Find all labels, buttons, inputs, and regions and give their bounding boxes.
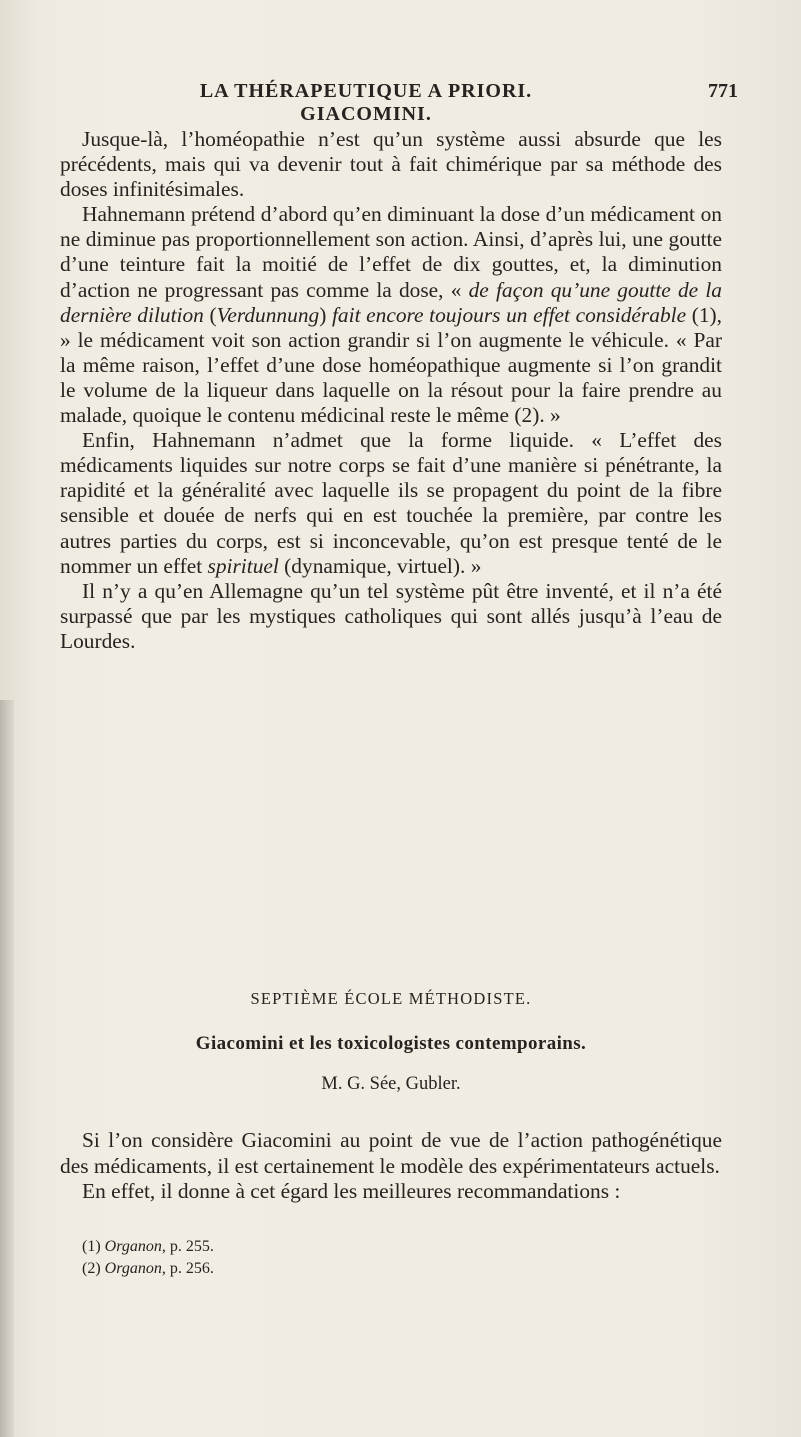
paragraph [60,428,722,579]
paragraph: Jusque-là, l’homéopathie n’est qu’un système aussi absurde que les précédents, mais qui va devenir tout à fait chimérique par sa méthode des doses infinitésimales. [60,127,722,202]
paragraph: Si l’on considère Giacomini au point de vue de l’action pathogénétique des médicaments, il est certainement le modèle des expérimentateurs actuels. [60,1128,722,1178]
italic-term: Verdunnung [216,302,320,327]
text-run: ( [203,302,217,327]
footnotes [82,1236,682,1280]
text-run: ) [319,302,332,327]
paragraph: En effet, il donne à cet égard les meilleures recommandations : [82,1179,621,1204]
footnote-source: Organon [104,1238,162,1255]
section-heading: SEPTIÈME ÉCOLE MÉTHODISTE. [250,989,532,1008]
footnote-number: (1) [82,1238,101,1255]
page-number: 771 [708,80,738,102]
footnote [82,1236,682,1258]
italic-quote: de façon qu’une goutte de la dernière dilution [60,277,722,327]
running-head: LA THÉRAPEUTIQUE A PRIORI. GIACOMINI. [199,80,533,125]
text-run: Enfin, Hahnemann n’admet que la forme liquide. « L’effet des médicaments liquides sur notre corps se fait d’une manière si pénétrante, la rapidité et la généralité avec laquelle ils se propagent du point de la fibre sensible et douée de nerfs qui en est touchée la première, par contre les autres parties du corps, est si inconcevable, qu’on est presque tenté de le nommer un effet [60,428,722,578]
text-run: (dynamique, virtuel). » [278,553,482,578]
footnote-ref: , p. 256. [161,1260,214,1277]
main-text [60,127,722,654]
authors-line: M. G. Sée, Gubler. [321,1074,461,1094]
footnote-number: (2) [82,1260,101,1277]
text-run: (1), » le médicament voit son action grandir si l’on augmente le véhicule. « Par la même raison, l’effet d’une dose homéopathique augmente si l’on grandit le volume de la liqueur dans laquelle on la résout pour la faire prendre au malade, quoique le contenu médicinal reste le même (2). » [60,302,722,428]
section-text [60,1128,722,1205]
page-binding-shadow [0,700,14,1437]
page-header [0,80,801,125]
footnote-source: Organon [104,1260,162,1277]
chapter-title: Giacomini et les toxicologistes contemporains. [195,1033,587,1054]
italic-term: spirituel [207,553,279,578]
paragraph [60,202,722,428]
italic-quote: fait encore toujours un effet considérable [331,302,687,327]
paragraph: Il n’y a qu’en Allemagne qu’un tel système pût être inventé, et il n’a été surpassé que par les mystiques catholiques qui sont allés jusqu’à l’eau de Lourdes. [60,578,722,653]
footnote-ref: , p. 255. [161,1238,214,1255]
text-run: Hahnemann prétend d’abord qu’en diminuant la dose d’un médicament on ne diminue pas proportionnellement son action. Ainsi, d’après lui, une goutte d’une teinture fait la moitié de l’effet de dix gouttes, et, la diminution d’action ne progressant pas comme la dose, « [60,202,722,302]
footnote [82,1258,682,1280]
